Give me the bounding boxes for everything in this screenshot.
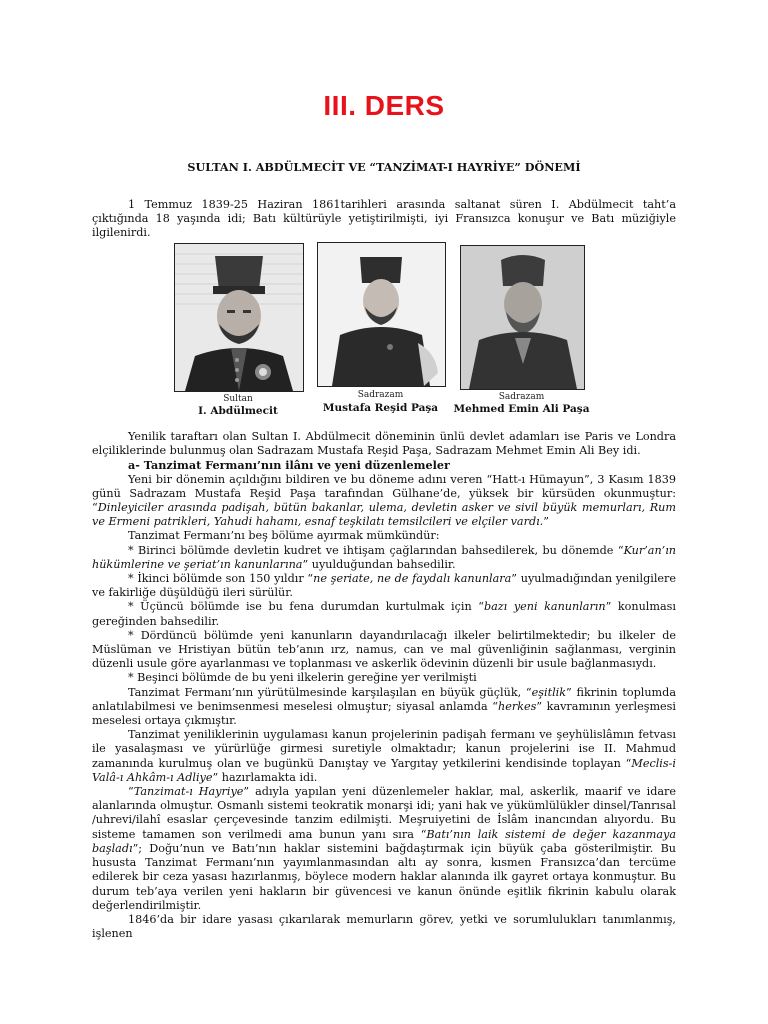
caption-name-3: Mehmed Emin Ali Paşa (453, 403, 590, 415)
caption-role-2: Sadrazam (357, 390, 404, 400)
portrait-photo-icon (461, 246, 584, 389)
paragraph: Yenilik taraftarı olan Sultan I. Abdülmecit döneminin ünlü devlet adamları ise Paris ve Londra elçiliklerinde bulunmuş olan Sadrazam Mustafa Reşid Paşa, Sadrazam Mehmet Emin Ali Bey idi. (92, 430, 676, 458)
section-heading: a- Tanzimat Fermanı’nın ilânı ve yeni düzenlemeler (128, 458, 450, 473)
caption-role-3: Sadrazam (498, 392, 545, 402)
body-text (92, 430, 676, 941)
portrait-engraving-icon (318, 243, 445, 386)
paragraph: Tanzimat Fermanı’nın yürütülmesinde karşılaşılan en büyük güçlük, “eşitlik” fikrinin toplumda anlatılabilmesi ve benimsenmesi meselesi olmuştur; siyasal anlamda “herkes” kavramının yerleşmesi meselesi ortaya çıkmıştır. (92, 685, 676, 728)
list-item: * Üçüncü bölümde ise bu fena durumdan kurtulmak için “bazı yeni kanunların” konulması gereğinden bahsedilir. (92, 600, 676, 628)
paragraph: Tanzimat Fermanı’nı beş bölüme ayırmak mümkündür: (128, 529, 440, 543)
intro-paragraph (92, 198, 676, 241)
portrait-abdulmecit (174, 243, 304, 392)
caption-role-1: Sultan (223, 394, 253, 404)
list-item: * Beşinci bölümde de bu yeni ilkelerin gereğine yer verilmişti (128, 671, 477, 685)
list-item: * Birinci bölümde devletin kudret ve ihtişam çağlarından bahsedilerek, bu dönemde “Kur’an’ın hükümlerine ve şeriat’ın kanunlarına” uyulduğundan bahsedilir. (92, 543, 676, 571)
portrait-emin-ali (460, 245, 585, 390)
paragraph: “Tanzimat-ı Hayriye” adıyla yapılan yeni düzenlemeler haklar, mal, askerlik, maarif ve idare alanlarında olmuştur. Osmanlı sistemi teokratik monarşi idi; yani hak ve yükümlülükler dinsel/Tanrısal /uhrevi/ilahî esaslar çerçevesinde tanzim edilmişti. Meşruiyetini de İslâm inancından alıyordu. Bu sisteme tamamen son verilmedi ama bunun yanı sıra “Batı’nın laik sistemi de değer kazanmaya başladı”; Doğu’nun ve Batı’nın haklar sistemini bağdaştırmak için büyük çaba gösterilmiştir. Bu hususta Tanzimat Fermanı’nın yayımlanmasından altı ay sonra, kısmen Fransızca’dan tercüme edilerek bir ceza yasası hazırlanmış, böylece modern haklar alanında ilk gayret ortaya konmuştur. Bu durum teb’aya verilen yeni hakların bir güvencesi ve kanun önünde eşitlik fikrinin kabulu olarak değerlendirilmiştir. (92, 785, 676, 912)
caption-name-2: Mustafa Reşid Paşa (322, 402, 439, 414)
list-item: * İkinci bölümde son 150 yıldır “ne şeriate, ne de faydalı kanunlara” uyulmadığından yenilgilere ve fakirliğe düşüldüğü ileri sürülür. (92, 572, 676, 600)
portrait-engraving-icon (175, 244, 303, 391)
page-title: III. DERS (323, 90, 445, 121)
caption-name-1: I. Abdülmecit (198, 405, 278, 417)
paragraph: 1846’da bir idare yasası çıkarılarak memurların görev, yetki ve sorumlulukları tanımlanmış, işlenen (92, 912, 676, 941)
intro-text: 1 Temmuz 1839-25 Haziran 1861tarihleri arasında saltanat süren I. Abdülmecit taht’a çıktığında 18 yaşında idi; Batı kültürüyle yetiştirilmişti, iyi Fransızca konuşur ve Batı müziğiyle ilgilenirdi. (92, 198, 676, 240)
paragraph: Tanzimat yeniliklerinin uygulaması kanun projelerinin padişah fermanı ve şeyhülislâmın fetvası ile yasalaşması ve yürürlüğe girmesi suretiyle olmaktadır; kanun projelerini ise II. Mahmud zamanında kurulmuş olan ve bugünkü Danıştay ve Yargıtay yetkilerini kendisinde toplayan “Meclis-i Valâ-ı Ahkâm-ı Adliye” hazırlamakta idi. (92, 728, 676, 784)
list-item: * Dördüncü bölümde yeni kanunların dayandırılacağı ilkeler belirtilmektedir; bu ilkeler de Müslüman ve Hristiyan bütün teb’anın ırz, namus, can ve mal güvenliğinin sağlanması, verginin düzenli usule göre ayarlanması ve toplanması ve askerlik ödevinin düzenli bir usule bağlanmasıydı. (92, 628, 676, 671)
paragraph: Yeni bir dönemin açıldığını bildiren ve bu döneme adını veren “Hatt-ı Hümayun”, 3 Kasım 1839 günü Sadrazam Mustafa Reşid Paşa tarafından Gülhane’de, yüksek bir kürsüden okunmuştur: “Dinleyiciler arasında padişah, bütün bakanlar, ulema, devletin asker ve sivil büyük memurları, Rum ve Ermeni patrikleri, Yahudi hahamı, esnaf teşkilatı temsilcileri ve elçiler vardı.” (92, 472, 676, 529)
section-subtitle: SULTAN I. ABDÜLMECİT VE “TANZİMAT-I HAYRİYE” DÖNEMİ (187, 160, 581, 174)
portrait-mustafa-resid (317, 242, 446, 387)
